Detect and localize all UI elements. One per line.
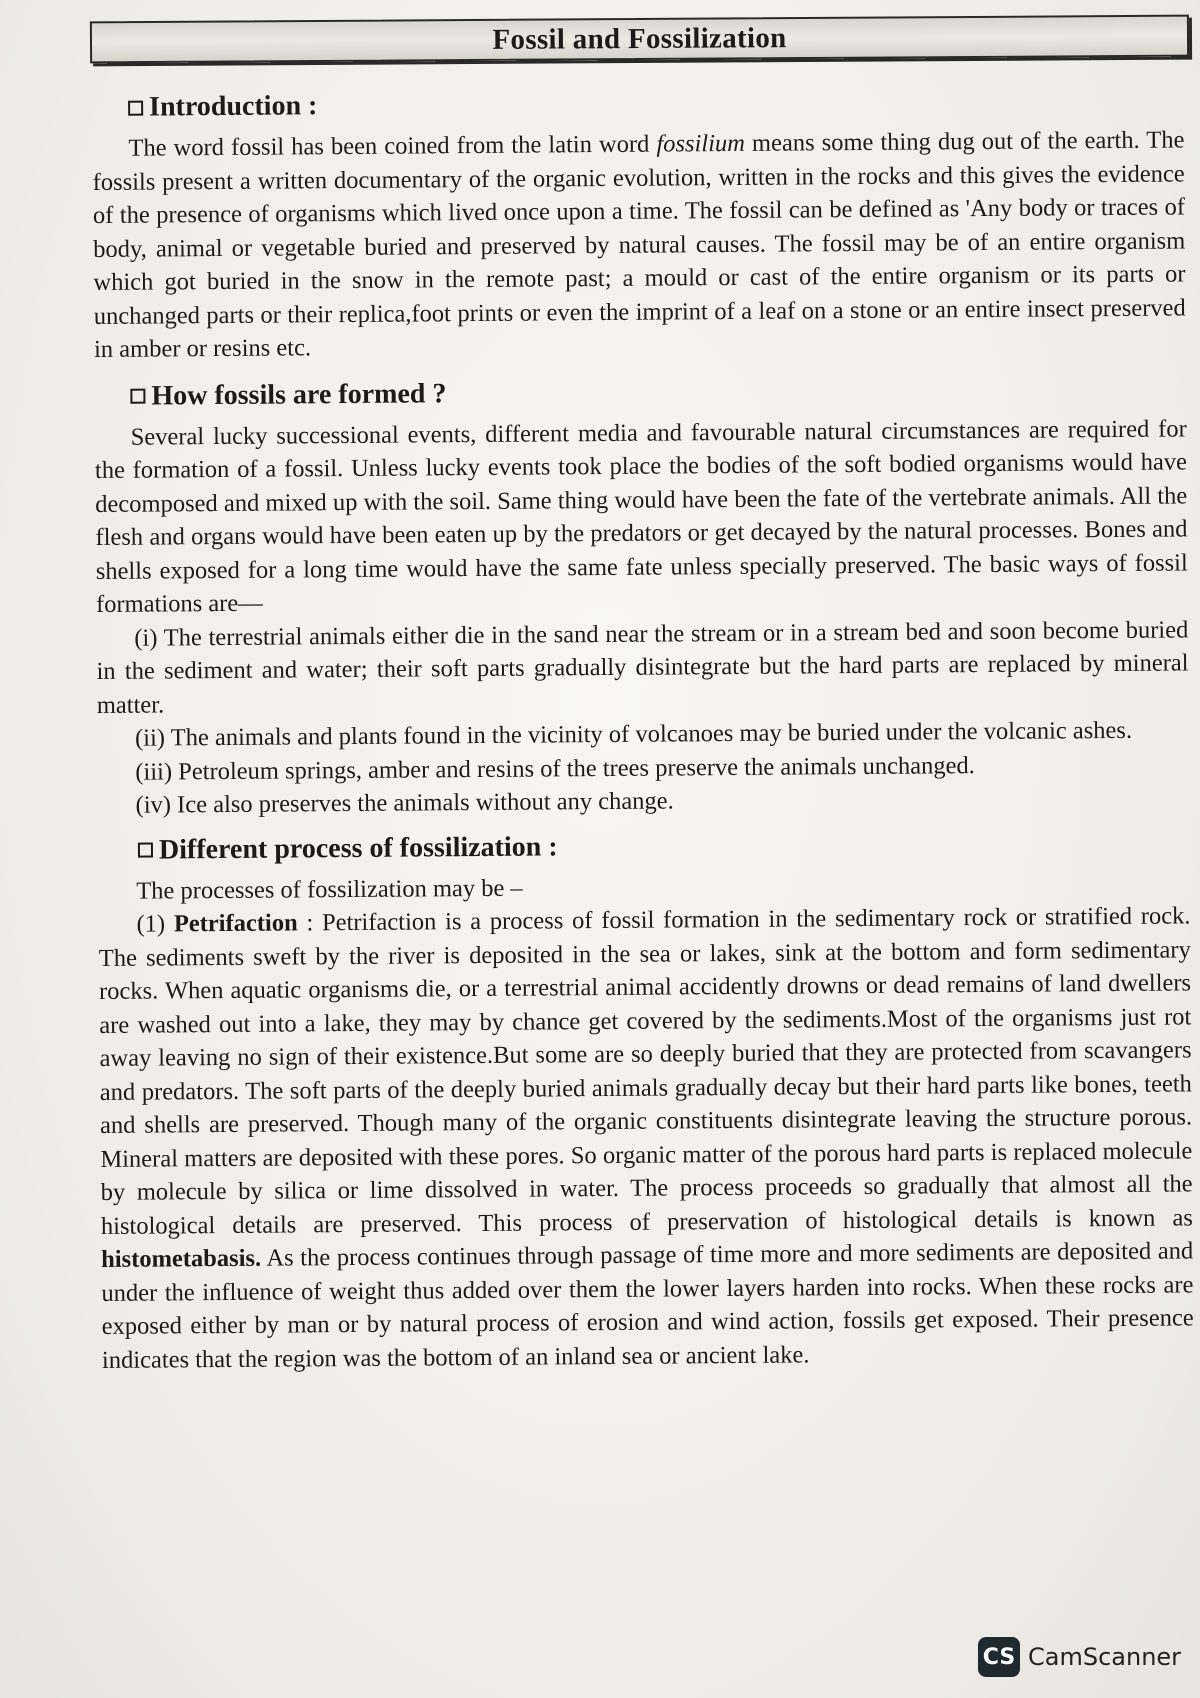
- formation-item-4: (iv) Ice also preserves the animals without any change.: [135, 787, 674, 819]
- petrifaction-text-part-2: As the process continues through passage of time more and more sediments are deposited and under the influence of weight thus added over them the lower layers harden into rocks. When these rocks are exposed either by man or by natural process of erosion and wind action, fossils get exposed. Their presence indicates that the region was the bottom of an inland sea or ancient lake.: [101, 1237, 1194, 1374]
- heading-text: How fossils are formed ?: [151, 377, 447, 412]
- formation-item-3: (iii) Petroleum springs, amber and resins of the trees preserve the animals unchanged.: [135, 751, 975, 786]
- formation-paragraph: Several lucky successional events, different media and favourable natural circumstances are required for the formation of a fossil. Unless lucky events took place the bodies of the soft bodied organisms would have decomposed and mixed up with the soil. Same thing would have been the fate of the vertebrate animals. All the flesh and organs would have been eaten up by the predators or get decayed by the natural processes. Bones and shells exposed for a long time would have the same fate unless specially preserved. The basic ways of fossil formations are—: [94, 414, 1188, 618]
- intro-paragraph: [92, 123, 1186, 366]
- page-content: [92, 83, 1194, 1377]
- item-number: (1): [136, 910, 174, 938]
- title-banner: [90, 15, 1189, 64]
- petrifaction-text-part-1: : Petrifaction is a process of fossil formation in the sedimentary rock or stratified rock. The sediments sweft by the river is deposited in the sea or lakes, sink at the bottom and form sedimentary rocks. When aquatic organisms die, or a terrestrial animal accidently drowns or dead remains of land dwellers are washed out into a lake, they may by chance get covered by the sediments.Most of the organisms just rot away leaving no sign of their existence.But some are so deeply buried that they are protected from scavangers and predators. The soft parts of the deeply buried animals gradually decay but their hard parts like bones, teeth and shells are preserved. Though many of the organic constituents disintegrate leaving the structure porous. Mineral matters are deposited with these pores. So organic matter of the porous hard parts is replaced molecule by molecule by silica or lime dissolved in water. The process proceeds so gradually that almost all the histological details are preserved. This process of preservation of histological details is known as: [98, 902, 1193, 1240]
- camscanner-watermark: [978, 1637, 1181, 1677]
- heading-text: Introduction :: [148, 90, 318, 123]
- formation-item-1: (i) The terrestrial animals either die in the sand near the stream or in a stream bed and soon become buried in the sediment and water; their soft parts gradually disintegrate but the hard parts are replaced by mineral matter.: [96, 615, 1189, 719]
- checkbox-square-icon: [138, 843, 153, 858]
- histometabasis-term: histometabasis.: [101, 1244, 262, 1273]
- intro-text-part-2: means some thing dug out of the earth. The fossils present a written documentary of the organic evolution, written in the rocks and this gives the evidence of the presence of organisms which lived once upon a time. The fossil can be defined as 'Any body or traces of body, animal or vegetable buried and preserved by natural causes. The fossil may be of an entire organism which got buried in the snow in the remote past; a mould or cast of the entire organism or its parts or unchanged parts or their replica,foot prints or even the imprint of a leaf on a stone or an entire insect preserved in amber or resins etc.: [92, 126, 1186, 363]
- petrifaction-paragraph: [98, 899, 1194, 1377]
- process-intro: The processes of fossilization may be –: [136, 874, 523, 905]
- checkbox-square-icon: [130, 389, 145, 404]
- page-title: Fossil and Fossilization: [492, 21, 787, 56]
- camscanner-label: CamScanner: [1028, 1643, 1182, 1671]
- checkbox-square-icon: [128, 100, 143, 115]
- formation-item-2: (ii) The animals and plants found in the vicinity of volcanoes may be buried under the volcanic ashes.: [134, 716, 1133, 752]
- section-heading-process: [138, 826, 1190, 866]
- heading-text: Different process of fossilization :: [158, 830, 558, 865]
- section-heading-formation: [130, 372, 1186, 412]
- section-heading-introduction: [128, 83, 1184, 123]
- latin-term: fossilium: [656, 129, 746, 158]
- petrifaction-term: Petrifaction: [173, 909, 298, 938]
- camscanner-logo-icon: CS: [978, 1637, 1020, 1677]
- intro-text-part-1: The word fossil has been coined from the latin word: [128, 130, 657, 162]
